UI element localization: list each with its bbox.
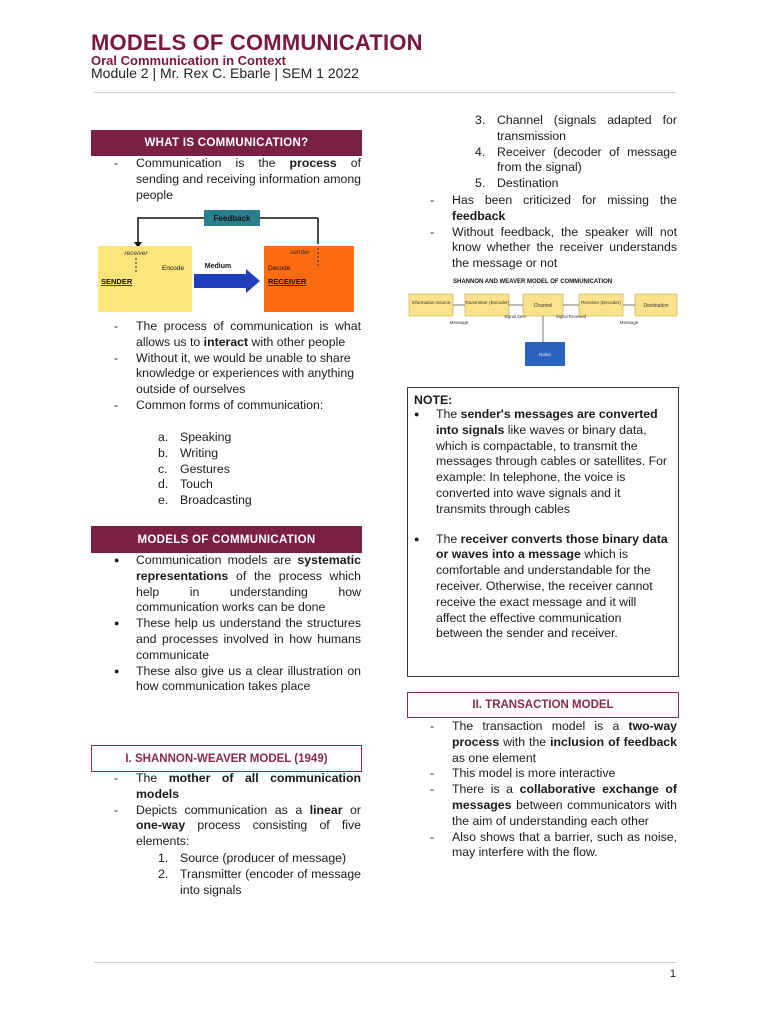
list-item: a. Speaking [158,430,232,444]
signal-received-label: Signal Received [555,314,587,319]
list-item: 1. Source (producer of message) [158,851,347,865]
noise-label: Noise [539,352,551,357]
list-item: e. Broadcasting [158,493,252,508]
list-item: 3. Channel (signals adapted for transmission [475,113,677,143]
shannon-elements-2 [475,113,677,192]
footer-divider [94,962,676,963]
list-item: ● The receiver converts those binary data or waves into a message which is comfortable and understandable for the receiver. Otherwise, the receiver cannot receive the exact message and it will affect the effective communication between the sender and receiver. [414,532,668,643]
what-is-intro [114,156,361,203]
channel-label: Channel [533,303,553,309]
list-item: - This model is more interactive [430,766,677,782]
list-item: - There is a collaborative exchange of messages between communicators with the aim of understanding each other [430,782,677,829]
module-info: Module 2 | Mr. Rex C. Ebarle | SEM 1 2022 [91,65,359,81]
list-item: - Communication is the process of sending and receiving information among people [114,156,361,203]
list-item: d. Touch [158,477,213,492]
list-item: ● These help us understand the structures and processes involved in how humans communicate [114,616,361,663]
section-header-what-is: WHAT IS COMMUNICATION? [91,130,362,156]
signal-sent-label: Signal Sent [504,314,526,319]
transmitter-label: Transmitter (Encoder) [464,300,510,305]
feedback-label: Feedback [213,214,251,223]
note-items [436,407,668,642]
receiver-sw-label: Receiver (Decoder) [581,300,621,305]
shannon-elements-1 [158,851,361,898]
transmitter-box [465,294,509,316]
sw-diagram-title: SHANNON AND WEAVER MODEL OF COMMUNICATION [453,279,613,285]
list-item: - Without it, we would be unable to share knowledge or experiences with anything outside of ourselves [114,351,361,398]
info-source-label: Information Source [411,300,451,305]
list-item: b. Writing [158,445,219,460]
sender-label: SENDER [101,277,133,286]
shannon-feedback-bullets [430,193,677,272]
list-item: ● These also give us a clear illustration on how communication takes place [114,664,361,696]
page-title: MODELS OF COMMUNICATION [91,30,423,55]
list-item: - The mother of all communication models [114,771,361,803]
list-item: - Depicts communication as a linear or one-way process consisting of five elements: [114,803,361,850]
list-item: - The transaction model is a two-way process with the inclusion of feedback as one element [430,719,677,766]
communication-process-diagram [96,208,358,316]
encode-label: Encode [161,265,184,272]
shannon-bullets [114,771,361,850]
list-item: - Also shows that a barrier, such as noise, may interfere with the flow. [430,830,677,862]
receiver-small-label: receiver [124,250,148,257]
list-item: ● Communication models are systematic representations of the process which help in understanding how communication works can be done [114,553,361,616]
page-number: 1 [669,968,676,980]
note-label: NOTE: [414,393,453,407]
section-header-shannon: I. SHANNON-WEAVER MODEL (1949) [91,745,362,772]
section-header-transaction: II. TRANSACTION MODEL [407,692,679,718]
list-item: - Has been criticized for missing the feedback [430,193,677,225]
message-label-1: Message [449,320,469,325]
models-bullets [114,553,361,695]
list-item: c. Gestures [158,461,230,476]
section-header-models: MODELS OF COMMUNICATION [91,526,362,553]
destination-label: Destination [643,303,669,309]
shannon-weaver-diagram [405,274,681,368]
list-item: - Without feedback, the speaker will not know whether the receiver understands the message or not [430,225,677,272]
list-item: - The process of communication is what allows us to interact with other people [114,319,361,351]
list-item: 2. Transmitter (encoder of message into signals [158,866,361,897]
medium-label: Medium [204,263,232,270]
info-source-box [409,294,453,316]
note-box [407,387,679,677]
feedback-line-left [138,218,204,244]
receiver-label: RECEIVER [268,277,307,286]
list-item: 5. Destination [475,176,559,191]
transaction-bullets [430,719,677,861]
what-is-bullets [114,319,361,414]
medium-arrow [194,269,260,293]
header-divider [94,92,676,93]
forms-list [158,430,358,509]
sender-small-label: sender [290,249,310,256]
message-label-2: Message [619,320,639,325]
list-item: - Common forms of communication: [114,398,361,414]
page-subtitle: Oral Communication in Context [91,53,287,68]
list-item: ● The sender's messages are converted into signals like waves or binary data, which is compactable, to transmit the messages through cables or satellites. For example: In telephone, the voice is converted into wave signals and it transmits through cables [414,407,668,518]
decode-label: Decode [268,265,291,272]
receiver-sw-box [579,294,623,316]
list-item: 4. Receiver (decoder of message from the signal) [475,144,677,175]
